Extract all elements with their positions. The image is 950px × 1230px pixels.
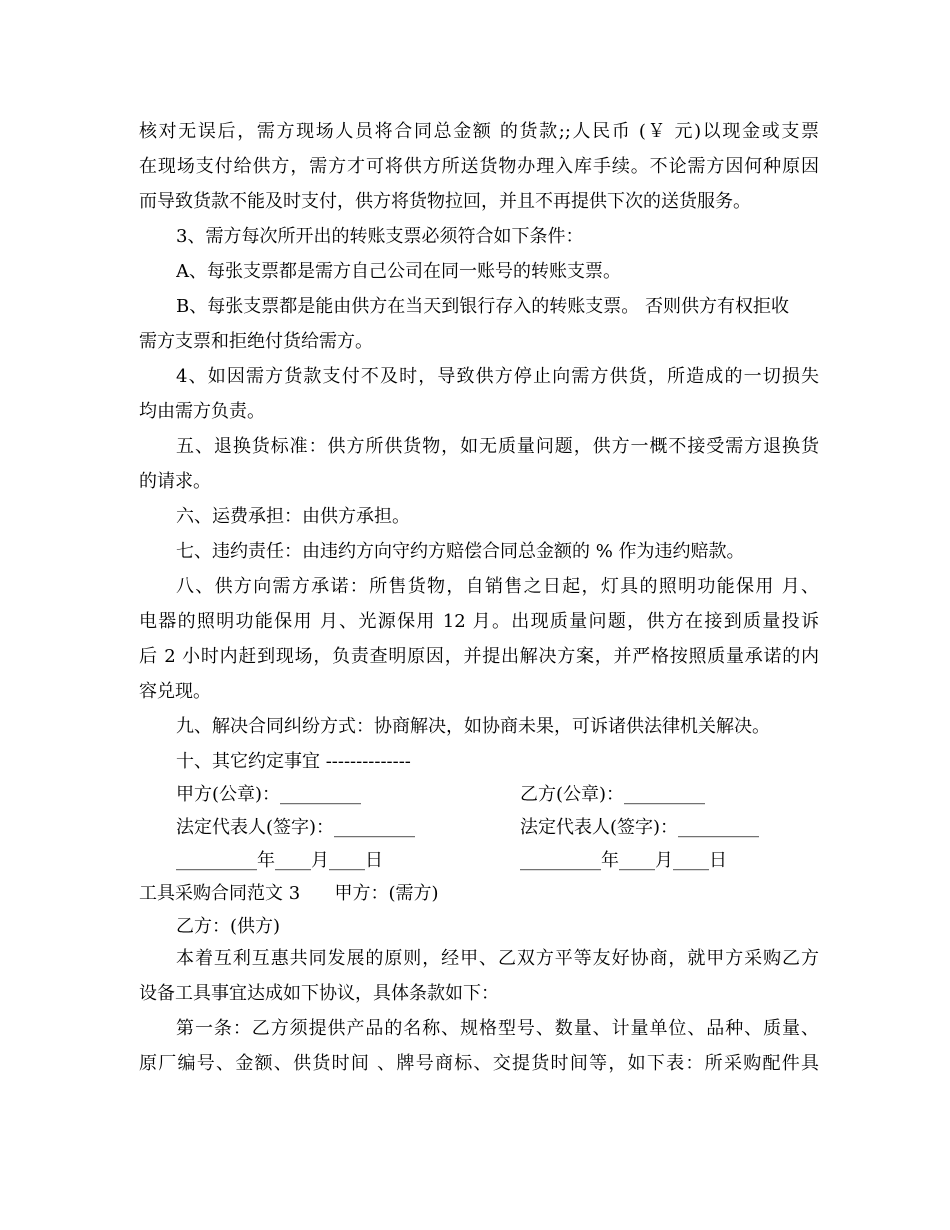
clause-9: 九、解决合同纠纷方式：协商解决，如协商未果，可诉诸供法律机关解决。	[176, 716, 770, 737]
party-a-representative: 法定代表人(签字)：_________	[176, 817, 416, 838]
clause-5-cont: 的请求。	[139, 471, 211, 492]
clause-3-b: B、每张支票都是能由供方在当天到银行存入的转账支票。 否则供方有权拒收	[176, 296, 789, 317]
clause-8-cont-2: 后 2 小时内赶到现场，负责查明原因，并提出解决方案，并严格按照质量承诺的内	[139, 646, 819, 667]
clause-3-a: A、每张支票都是需方自己公司在同一账号的转账支票。	[176, 261, 621, 282]
clause-3: 3、需方每次所开出的转账支票必须符合如下条件：	[176, 226, 584, 247]
party-b-seal: 乙方(公章)：_________	[520, 784, 706, 805]
article-1-line-1: 第一条：乙方须提供产品的名称、规格型号、数量、计量单位、品种、质量、	[176, 1018, 819, 1039]
text-line-3: 而导致货款不能及时支付，供方将货物拉回，并且不再提供下次的送货服务。	[139, 191, 751, 212]
preamble-line-2: 设备工具事宜达成如下协议，具体条款如下：	[139, 983, 499, 1004]
clause-6: 六、运费承担：由供方承担。	[176, 506, 410, 527]
clause-8-cont-3: 容兑现。	[139, 681, 211, 702]
clause-4-cont: 均由需方负责。	[139, 401, 265, 422]
clause-8: 八、供方向需方承诺：所售货物，自销售之日起，灯具的照明功能保用 月、	[176, 576, 819, 597]
party-a-date: _________年____月____日	[176, 850, 383, 871]
clause-5: 五、退换货标准：供方所供货物，如无质量问题，供方一概不接受需方退换货	[176, 436, 819, 457]
party-b-label: 乙方：(供方)	[176, 916, 281, 937]
clause-10: 十、其它约定事宜 --------------	[176, 751, 411, 772]
article-1-line-2: 原厂编号、金额、供货时间 、牌号商标、交提货时间等，如下表：所采购配件具	[139, 1053, 819, 1074]
contract-heading: 工具采购合同范文 3 甲方：(需方)	[139, 883, 439, 904]
preamble-line-1: 本着互利互惠共同发展的原则，经甲、乙双方平等友好协商，就甲方采购乙方	[176, 948, 819, 969]
clause-3-b-cont: 需方支票和拒绝付货给需方。	[139, 331, 373, 352]
clause-7: 七、违约责任：由违约方向守约方赔偿合同总金额的 % 作为违约赔款。	[176, 541, 745, 562]
clause-8-cont-1: 电器的照明功能保用 月、光源保用 12 月。出现质量问题，供方在接到质量投诉	[139, 611, 819, 632]
text-line-2: 在现场支付给供方，需方才可将供方所送货物办理入库手续。不论需方因何种原因	[139, 156, 819, 177]
party-a-seal: 甲方(公章)：_________	[176, 784, 362, 805]
party-b-representative: 法定代表人(签字)：_________	[520, 817, 760, 838]
text-line-1: 核对无误后，需方现场人员将合同总金额 的货款;;人民币 (￥ 元)以现金或支票	[139, 121, 819, 142]
clause-4: 4、如因需方货款支付不及时，导致供方停止向需方供货，所造成的一切损失	[176, 366, 819, 387]
party-b-date: _________年____月____日	[520, 850, 727, 871]
